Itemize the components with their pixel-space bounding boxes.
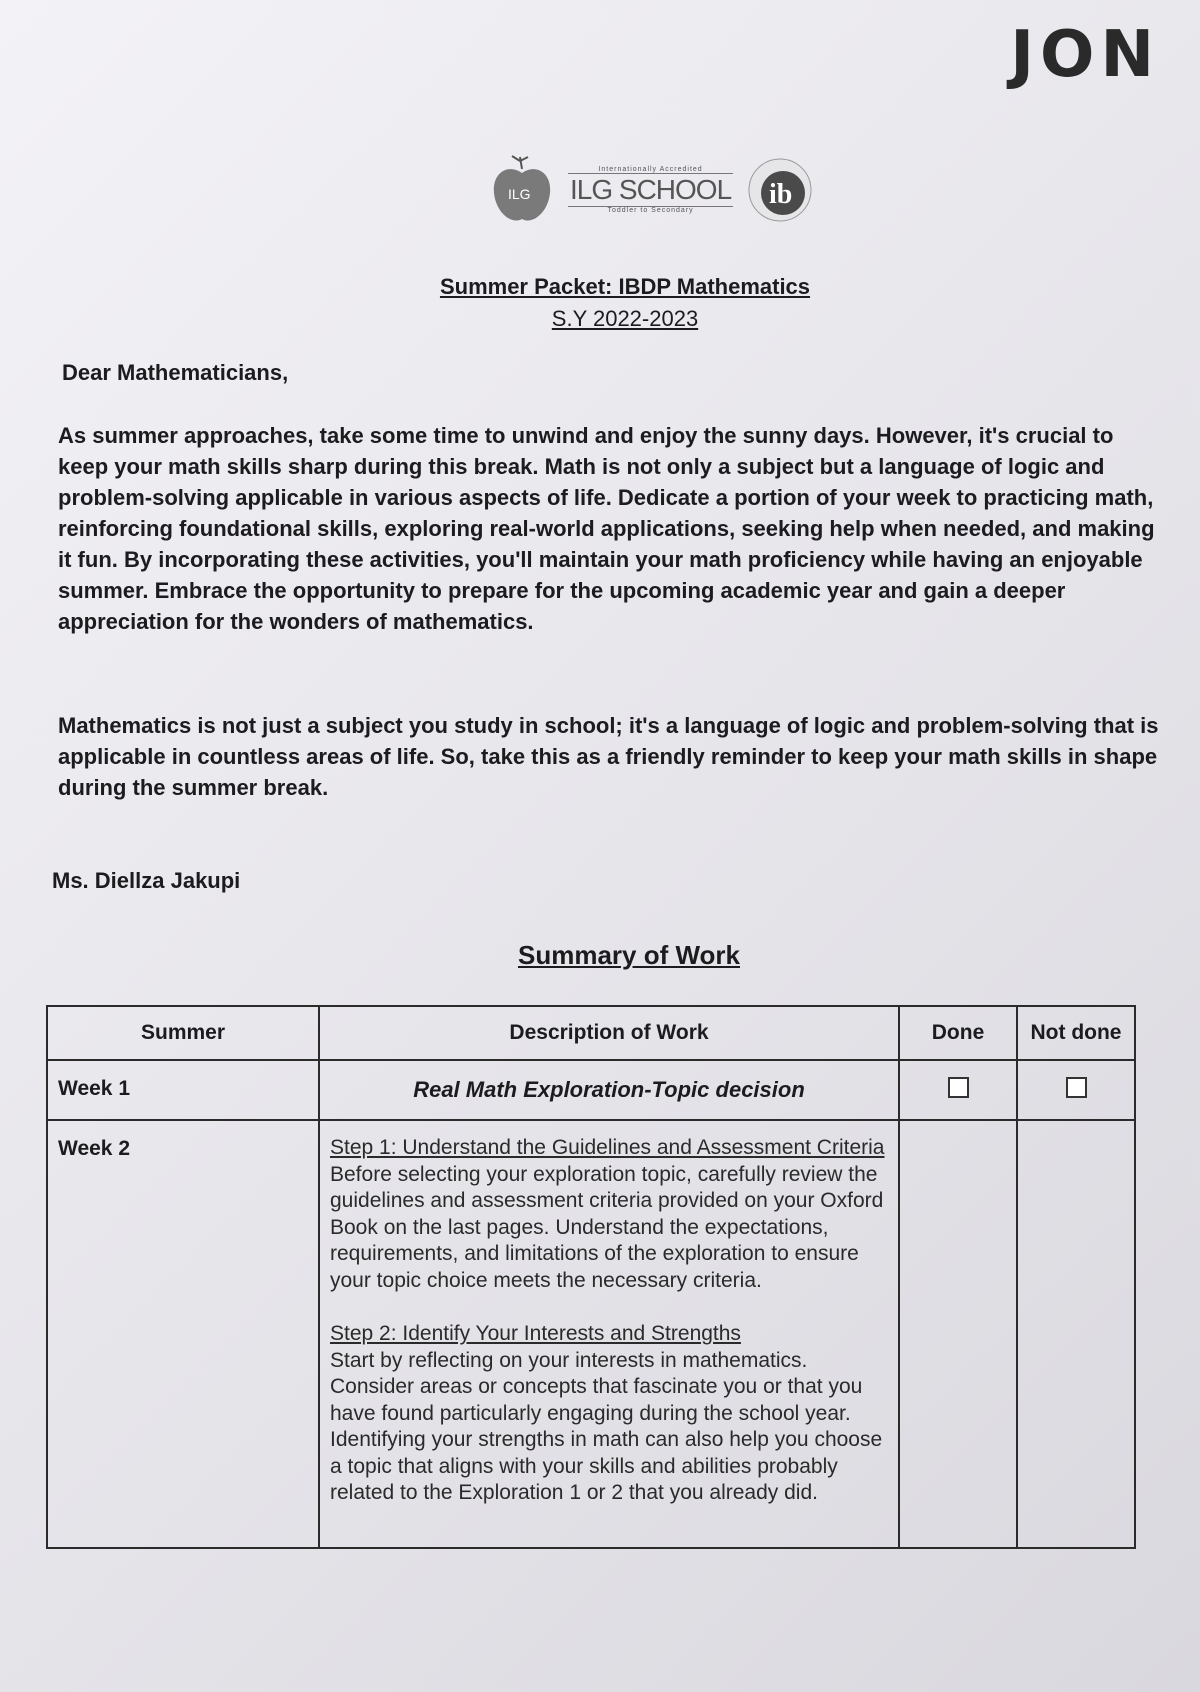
page-title: Summer Packet: IBDP Mathematics [439,274,811,299]
summary-title: Summary of Work [517,940,740,970]
table-row [47,1060,1135,1120]
week-description [319,1120,899,1548]
week-label: Week 2 [47,1120,319,1548]
intro-paragraph: As summer approaches, take some time to unwind and enjoy the sunny days. However, it's crucial to keep your math skills sharp during this break. Math is not only a subject but a language of logic and problem-solving applicable in various aspects of life. Dedicate a portion of your week to practicing math, reinforcing foundational skills, exploring real-world applications, seeking help when needed, and making it fun. By incorporating these activities, you'll maintain your math proficiency while having an enjoyable summer. Embrace the opportunity to prepare for the upcoming academic year and gain a deeper appreciation for the wonders of mathematics. [58,423,1155,634]
reminder-paragraph: Mathematics is not just a subject you study in school; it's a language of logic and problem-solving that is applicable in countless areas of life. So, take this as a friendly reminder to keep your math skills in shape during the summer break. [58,713,1159,800]
greeting: Dear Mathematicians, [62,360,289,385]
school-name: ILG SCHOOL [570,174,732,205]
week-label: Week 1 [47,1060,319,1120]
not-done-cell [1017,1060,1135,1120]
header-summer: Summer [47,1006,319,1060]
done-cell [899,1060,1017,1120]
table-header-row [47,1006,1135,1060]
step1-body: Before selecting your exploration topic, carefully review the guidelines and assessment criteria provided on your Oxford Book on the last pages. Understand the expectations, requirements, and limitations of the exploration to ensure your topic choice meets the necessary criteria. [330,1162,884,1292]
step1-heading: Step 1: Understand the Guidelines and Assessment Criteria [330,1136,885,1159]
handwritten-name: JON [1010,18,1160,92]
school-logo [568,166,733,214]
school-year: S.Y 2022-2023 [551,306,699,331]
header-not-done: Not done [1017,1006,1135,1060]
ib-logo [747,157,813,223]
signature: Ms. Diellza Jakupi [52,868,241,893]
done-cell [899,1120,1017,1548]
done-checkbox[interactable] [948,1077,969,1098]
header-done: Done [899,1006,1017,1060]
ilg-apple-logo [490,155,554,225]
school-tagline: Internationally Accredited [598,166,703,173]
school-subline: Toddler to Secondary [607,207,694,214]
ib-text: ib [769,179,793,210]
summary-table [46,1005,1136,1549]
apple-text: ILG [508,186,531,202]
week-description: Real Math Exploration-Topic decision [319,1060,899,1120]
not-done-checkbox[interactable] [1066,1077,1087,1098]
step2-heading: Step 2: Identify Your Interests and Strengths [330,1322,741,1345]
step2-body: Start by reflecting on your interests in mathematics. Consider areas or concepts that fascinate you or that you have found particularly engaging during the school year. Identifying your strengths in math can also help you choose a topic that aligns with your skills and abilities probably related to the Exploration 1 or 2 that you already did. [330,1348,883,1504]
table-row [47,1120,1135,1548]
not-done-cell [1017,1120,1135,1548]
header-description: Description of Work [319,1006,899,1060]
logo-row [490,155,813,225]
